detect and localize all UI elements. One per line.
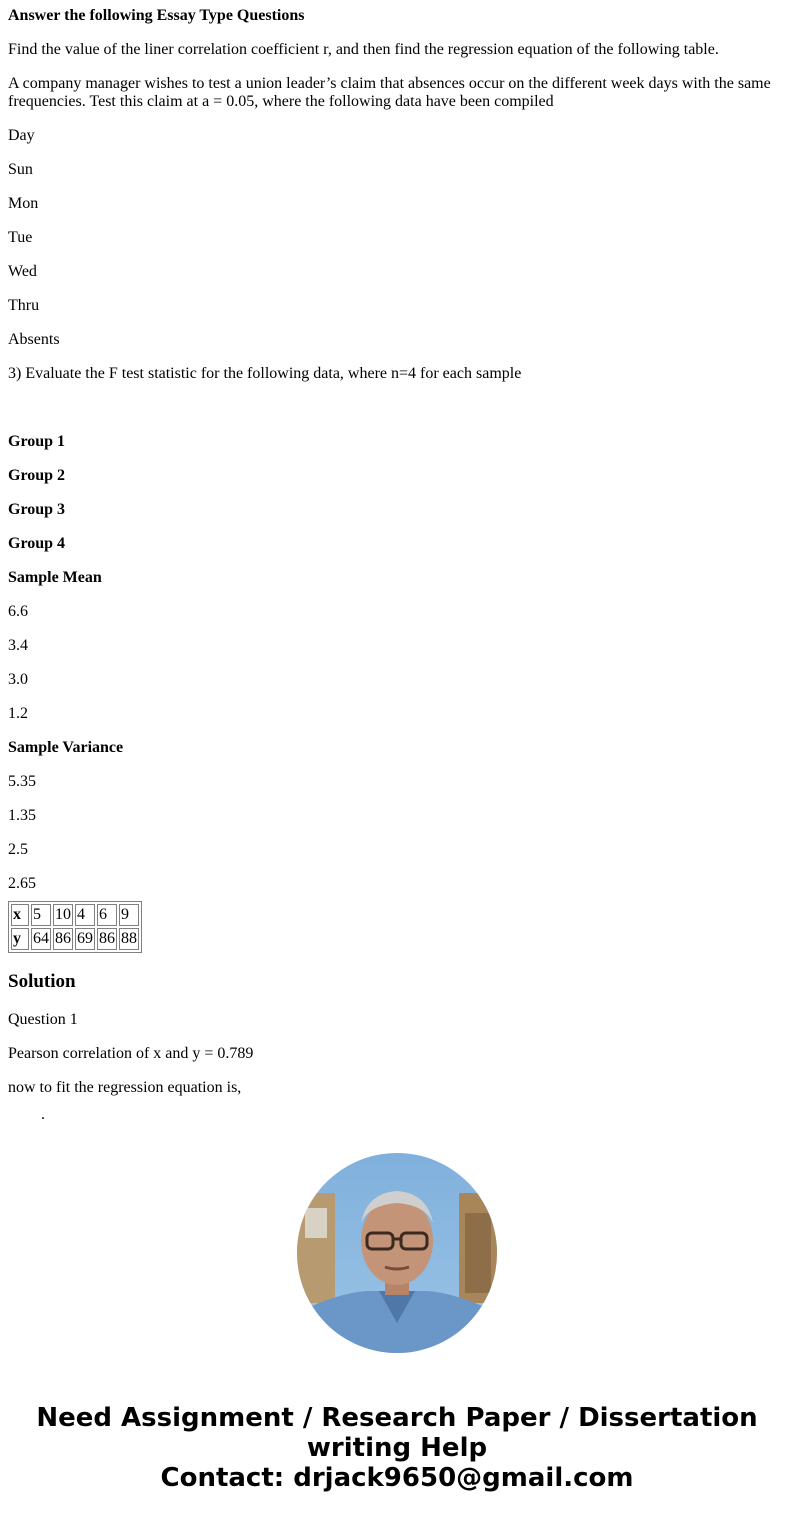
x-header-cell: x <box>11 904 29 926</box>
question-2-text: A company manager wishes to test a union leader’s claim that absences occur on the different week days with the same frequencies. Test this claim at a = 0.05, where the following data have been compiled <box>8 75 771 110</box>
y-cell: 86 <box>53 928 73 950</box>
x-cell: 6 <box>97 904 117 926</box>
sample-mean-value: 1.2 <box>8 705 28 722</box>
day-thru: Thru <box>8 297 40 314</box>
x-cell: 4 <box>75 904 95 926</box>
sample-variance-value: 5.35 <box>8 773 36 790</box>
sample-mean-label: Sample Mean <box>8 569 102 586</box>
y-cell: 86 <box>97 928 117 950</box>
day-header: Day <box>8 127 35 144</box>
solution-heading: Solution <box>8 971 76 992</box>
sample-variance-value: 1.35 <box>8 807 36 824</box>
group-4-label: Group 4 <box>8 535 66 552</box>
help-banner <box>0 1403 794 1493</box>
day-mon: Mon <box>8 195 39 212</box>
x-cell: 9 <box>119 904 139 926</box>
author-photo <box>297 1153 497 1353</box>
day-tue: Tue <box>8 229 33 246</box>
y-cell: 88 <box>119 928 139 950</box>
xy-data-table <box>8 901 142 953</box>
group-2-label: Group 2 <box>8 467 66 484</box>
x-cell: 10 <box>53 904 73 926</box>
trailing-dot: . <box>41 1106 45 1123</box>
blank-line <box>8 399 786 417</box>
pearson-result: Pearson correlation of x and y = 0.789 <box>8 1045 254 1062</box>
essay-heading: Answer the following Essay Type Questions <box>8 7 305 24</box>
x-cell: 5 <box>31 904 51 926</box>
day-wed: Wed <box>8 263 37 280</box>
y-cell: 69 <box>75 928 95 950</box>
sample-variance-label: Sample Variance <box>8 739 124 756</box>
banner-line-1: Need Assignment / Research Paper / Dissertation writing Help <box>36 1403 758 1463</box>
group-1-label: Group 1 <box>8 433 66 450</box>
absents-label: Absents <box>8 331 60 348</box>
question-3-text: 3) Evaluate the F test statistic for the following data, where n=4 for each sample <box>8 365 522 382</box>
y-header-cell: y <box>11 928 29 950</box>
day-sun: Sun <box>8 161 33 178</box>
question-1-text: Find the value of the liner correlation coefficient r, and then find the regression equation of the following table. <box>8 41 719 58</box>
group-3-label: Group 3 <box>8 501 66 518</box>
banner-contact: Contact: drjack9650@gmail.com <box>160 1463 634 1493</box>
document-body <box>8 0 786 1113</box>
regression-text: now to fit the regression equation is, <box>8 1079 242 1096</box>
y-cell: 64 <box>31 928 51 950</box>
sample-variance-value: 2.65 <box>8 875 36 892</box>
sample-variance-value: 2.5 <box>8 841 28 858</box>
sample-mean-value: 3.4 <box>8 637 28 654</box>
solution-question-1-label: Question 1 <box>8 1011 78 1028</box>
table-row <box>11 928 139 950</box>
person-portrait-icon <box>297 1153 497 1353</box>
sample-mean-value: 6.6 <box>8 603 28 620</box>
table-row <box>11 904 139 926</box>
sample-mean-value: 3.0 <box>8 671 28 688</box>
